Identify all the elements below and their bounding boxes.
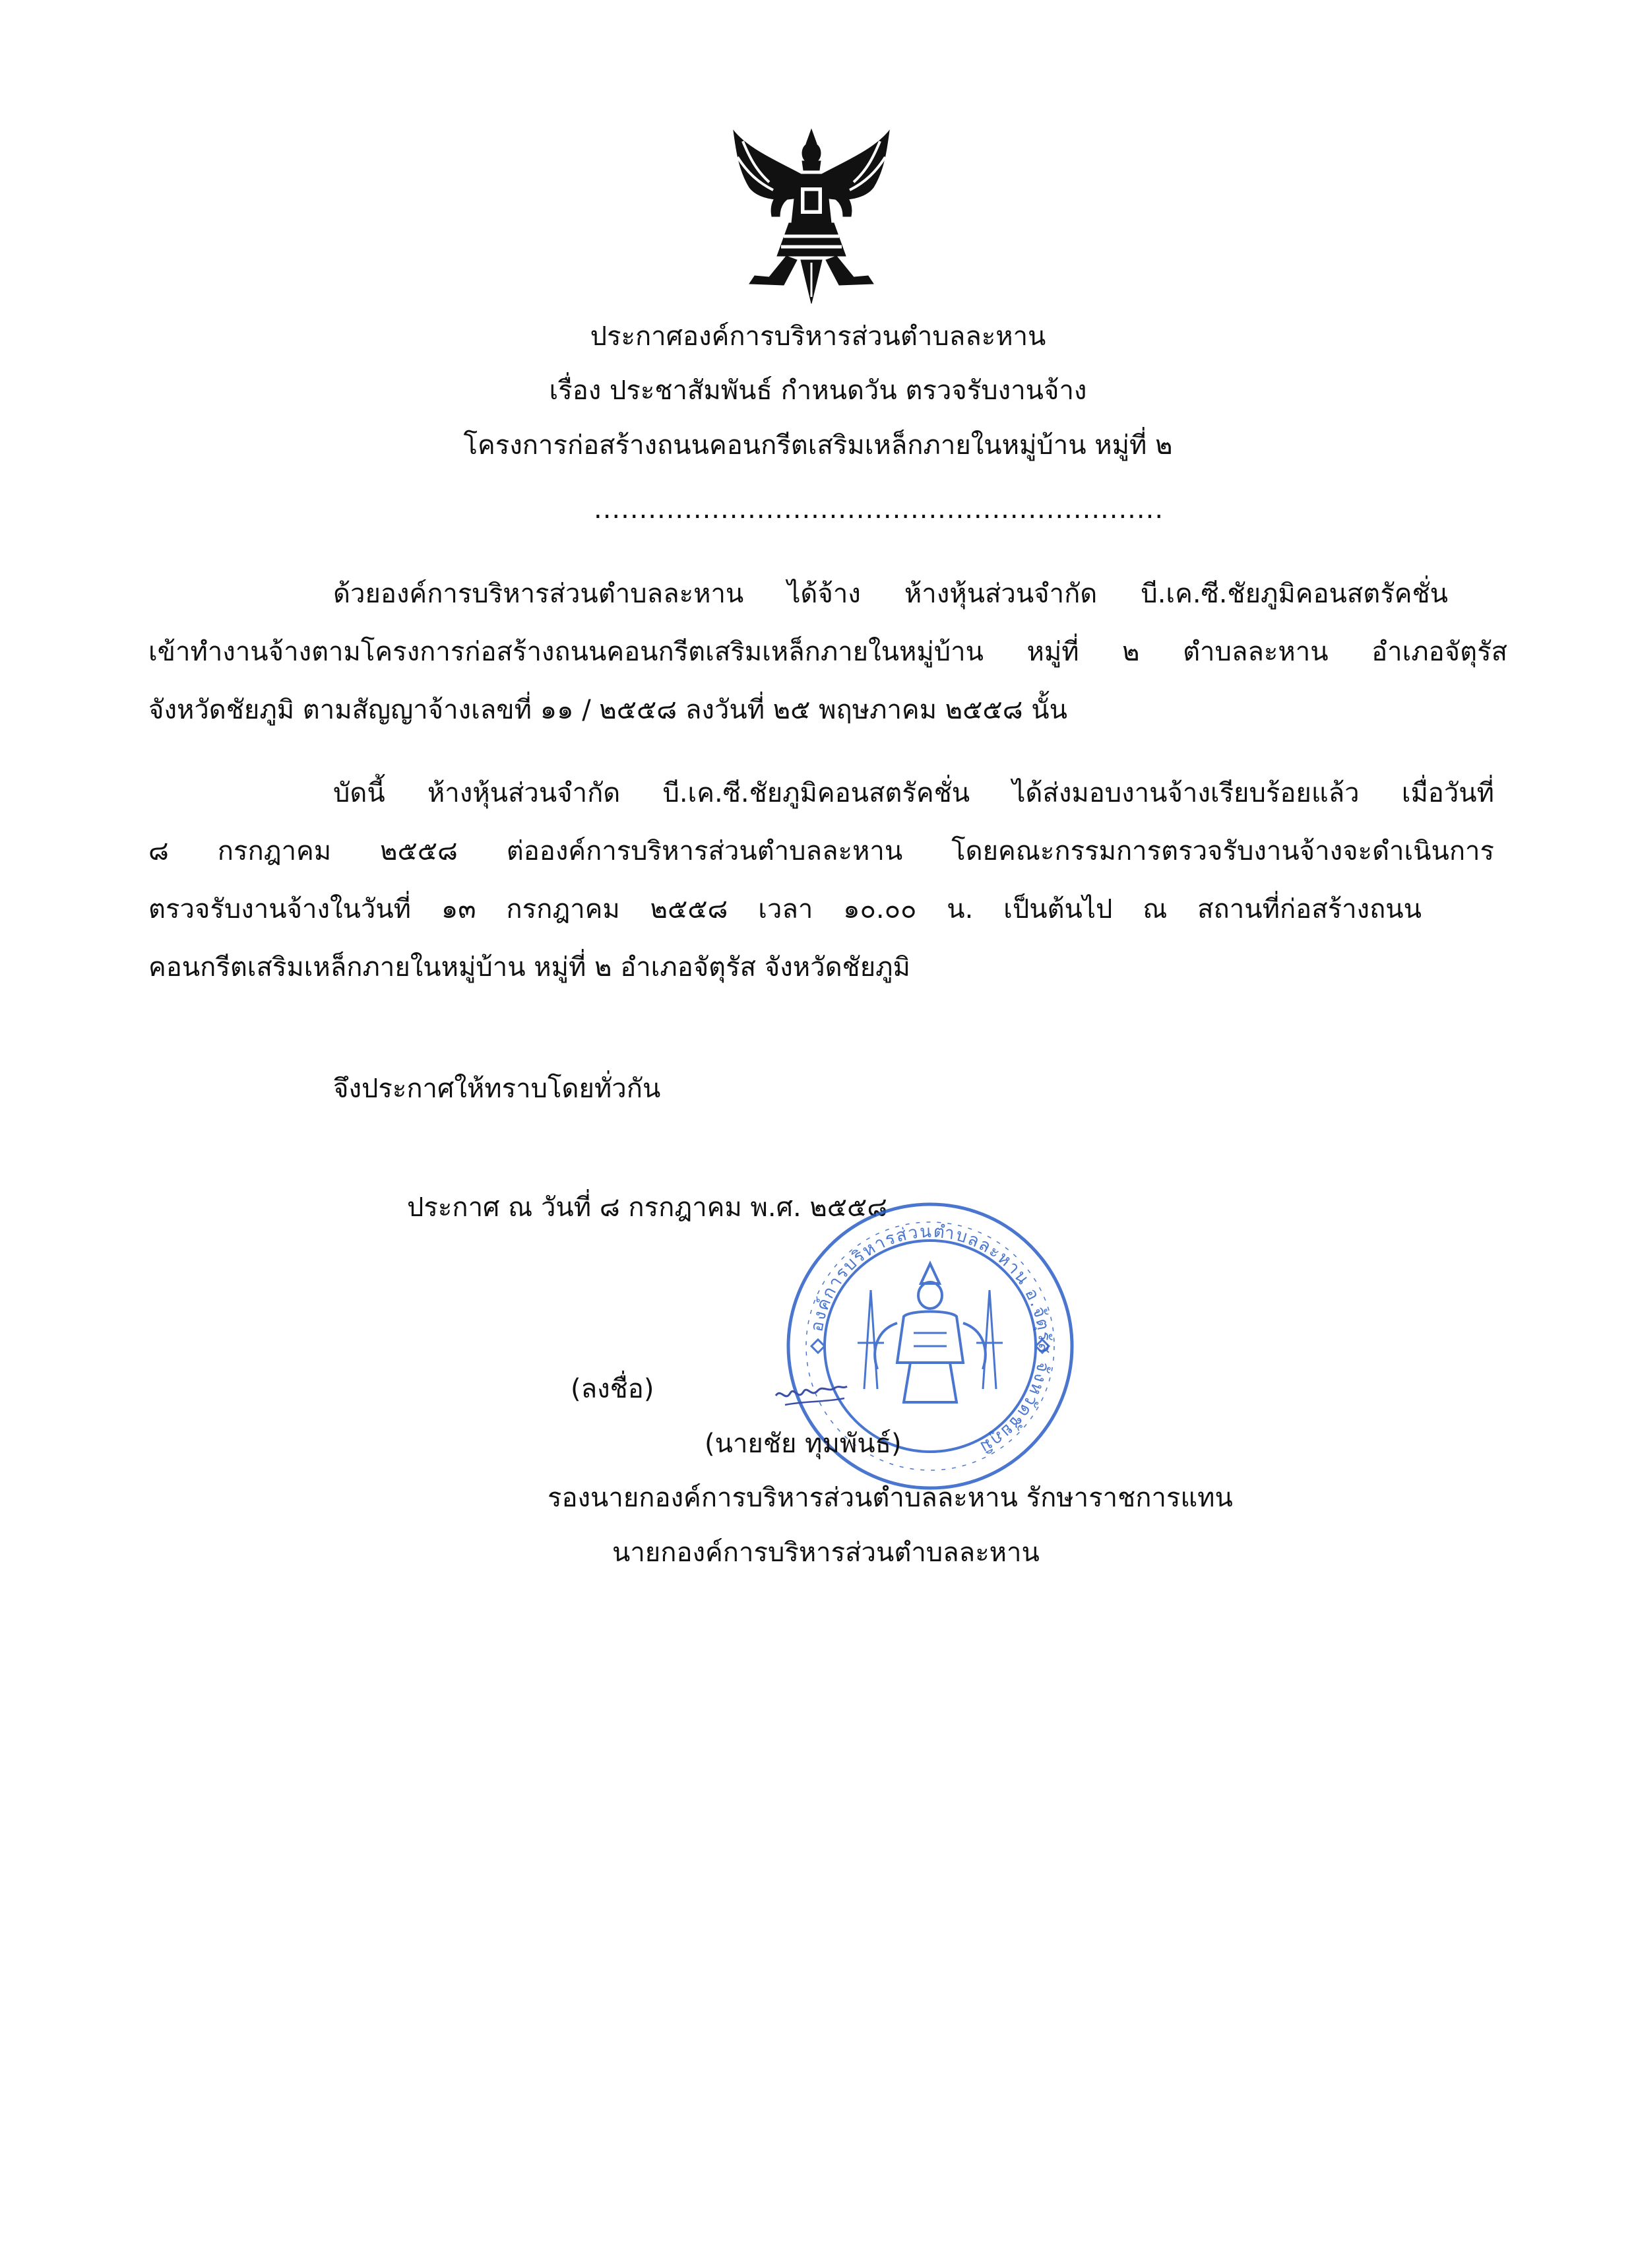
header-line-3: โครงการก่อสร้างถนนคอนกรีตเสริมเหล็กภายในหมู่บ้าน หมู่ที่ ๒ bbox=[463, 430, 1173, 461]
handwritten-signature bbox=[772, 1376, 851, 1415]
garuda-emblem-icon bbox=[723, 124, 900, 309]
header-line-2: เรื่อง ประชาสัมพันธ์ กำหนดวัน ตรวจรับงานจ้าง bbox=[549, 375, 1087, 406]
paragraph-2-line-2: ๘ กรกฎาคม ๒๕๕๘ ต่อองค์การบริหารส่วนตำบลละหาน โดยคณะกรรมการตรวจรับงานจ้างจะดำเนินการ bbox=[148, 836, 1494, 866]
svg-text:องค์การบริหารส่วนตำบลละหาน อ.จ bbox=[807, 1221, 1054, 1457]
paragraph-2-line-3: ตรวจรับงานจ้างในวันที่ ๑๓ กรกฎาคม ๒๕๕๘ เวลา ๑๐.๐๐ น. เป็นต้นไป ณ สถานที่ก่อสร้างถนน bbox=[148, 894, 1422, 924]
header-line-1: ประกาศองค์การบริหารส่วนตำบลละหาน bbox=[590, 321, 1046, 352]
paragraph-1-line-1: ด้วยองค์การบริหารส่วนตำบลละหาน ได้จ้าง ห้างหุ้นส่วนจำกัด บี.เค.ซี.ชัยภูมิคอนสตรัคชั่น bbox=[333, 579, 1448, 609]
paragraph-1-line-3: จังหวัดชัยภูมิ ตามสัญญาจ้างเลขที่ ๑๑ / ๒๕๕๘ ลงวันที่ ๒๕ พฤษภาคม ๒๕๕๘ นั้น bbox=[148, 695, 1067, 725]
sign-label: (ลงชื่อ) bbox=[571, 1374, 654, 1404]
signer-name: (นายชัย ทุมพันธ์) bbox=[705, 1429, 902, 1459]
header-divider: ............................................................... bbox=[594, 494, 1164, 525]
closing-statement: จึงประกาศให้ทราบโดยทั่วกัน bbox=[333, 1074, 661, 1104]
announcement-date: ประกาศ ณ วันที่ ๘ กรกฎาคม พ.ศ. ๒๕๕๘ bbox=[407, 1192, 888, 1223]
paragraph-1-line-2: เข้าทำงานจ้างตามโครงการก่อสร้างถนนคอนกรีตเสริมเหล็กภายในหมู่บ้าน หมู่ที่ ๒ ตำบลละหาน อำเภอจัตุรัส bbox=[148, 637, 1507, 667]
paragraph-2-line-1: บัดนี้ ห้างหุ้นส่วนจำกัด บี.เค.ซี.ชัยภูมิคอนสตรัคชั่น ได้ส่งมอบงานจ้างเรียบร้อยแล้ว เมื่อวันที่ bbox=[333, 778, 1494, 808]
paragraph-2-line-4: คอนกรีตเสริมเหล็กภายในหมู่บ้าน หมู่ที่ ๒ อำเภอจัตุรัส จังหวัดชัยภูมิ bbox=[148, 952, 910, 983]
signer-title-line-2: นายกองค์การบริหารส่วนตำบลละหาน bbox=[612, 1538, 1040, 1568]
signer-title-line-1: รองนายกองค์การบริหารส่วนตำบลละหาน รักษาราชการแทน bbox=[548, 1483, 1233, 1513]
seal-text: องค์การบริหารส่วนตำบลละหาน อ.จัตุรัส จังหวัดชัยภูมิ bbox=[807, 1221, 1055, 1458]
